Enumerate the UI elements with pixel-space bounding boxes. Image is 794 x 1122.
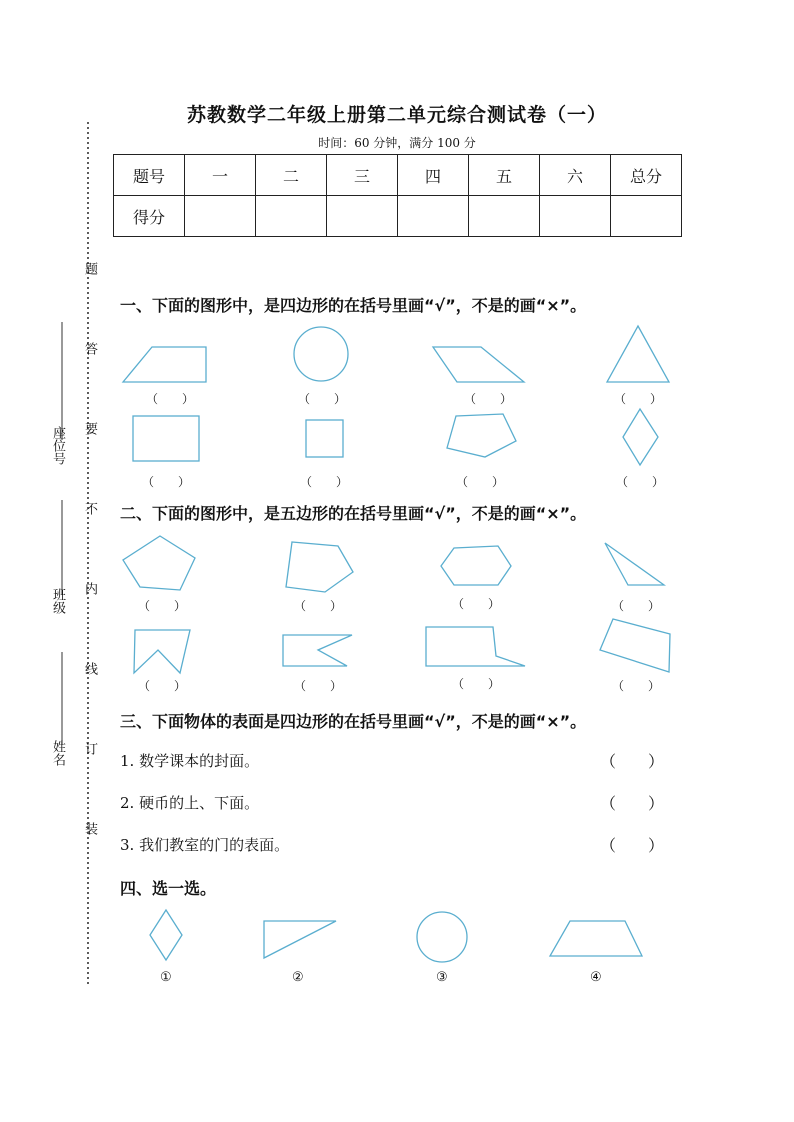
q4-circle-shape	[417, 912, 467, 962]
q4-option-label-3: ③	[436, 970, 448, 985]
score-header-cell: 四	[398, 155, 469, 196]
question-2-title: 二、下面的图形中，是五边形的在括号里画“√”，不是的画“×”。	[120, 504, 587, 523]
binding-char-8: 装	[82, 822, 97, 835]
q3-item-2: 2. 硬币的上、下面。	[120, 794, 260, 812]
q2-answer-paren[interactable]: （ ）	[612, 679, 661, 693]
q2-answer-paren[interactable]: （ ）	[294, 599, 343, 613]
binding-char-7: 订	[82, 742, 97, 755]
q1-answer-paren[interactable]: （ ）	[614, 392, 663, 406]
score-row-label: 得分	[114, 196, 185, 237]
q1-answer-paren[interactable]: （ ）	[616, 475, 665, 489]
score-header-cell: 六	[540, 155, 611, 196]
name-label: 姓名	[50, 740, 65, 766]
q1-answer-paren[interactable]: （ ）	[300, 475, 349, 489]
score-header-cell: 五	[469, 155, 540, 196]
binding-char-2: 答	[82, 342, 97, 355]
binding-char-3: 要	[82, 422, 97, 435]
question-1-title: 一、下面的图形中，是四边形的在括号里画“√”，不是的画“×”。	[120, 296, 587, 315]
class-label: 班级	[50, 588, 65, 614]
q4-option-label-4: ④	[590, 970, 602, 985]
score-header-cell: 总分	[611, 155, 682, 196]
q2-answer-paren[interactable]: （ ）	[452, 677, 501, 691]
q1-answer-paren[interactable]: （ ）	[456, 475, 505, 489]
q1-answer-paren[interactable]: （ ）	[146, 392, 195, 406]
q3-answer-paren[interactable]: （ ）	[600, 794, 665, 813]
score-header-cell: 一	[185, 155, 256, 196]
q1-answer-paren[interactable]: （ ）	[298, 392, 347, 406]
q2-answer-paren[interactable]: （ ）	[452, 597, 501, 611]
q1-answer-paren[interactable]: （ ）	[142, 475, 191, 489]
q3-answer-paren[interactable]: （ ）	[600, 752, 665, 771]
score-header-cell: 二	[256, 155, 327, 196]
score-header-cell: 三	[327, 155, 398, 196]
q2-answer-paren[interactable]: （ ）	[612, 599, 661, 613]
q3-answer-paren[interactable]: （ ）	[600, 836, 665, 855]
q1-answer-paren[interactable]: （ ）	[464, 392, 513, 406]
binding-char-6: 线	[82, 662, 97, 675]
score-header-cell: 题号	[114, 155, 185, 196]
binding-char-1: 题	[82, 262, 97, 275]
q2-answer-paren[interactable]: （ ）	[138, 599, 187, 613]
question-4-title: 四、选一选。	[120, 879, 217, 898]
page-title: 苏教数学二年级上册第二单元综合测试卷（一）	[186, 104, 607, 126]
q4-rhombus-shape	[150, 910, 182, 960]
q4-option-label-1: ①	[160, 970, 172, 985]
q2-answer-paren[interactable]: （ ）	[138, 679, 187, 693]
q3-item-3: 3. 我们教室的门的表面。	[120, 836, 290, 854]
seat-number-label: 座位号	[50, 426, 65, 465]
q4-triangle-shape	[264, 921, 336, 958]
page-subtitle: 时间：60 分钟，满分 100 分	[318, 136, 476, 150]
q2-answer-paren[interactable]: （ ）	[294, 679, 343, 693]
binding-char-5: 内	[82, 582, 97, 595]
binding-char-4: 不	[82, 502, 97, 515]
question-3-title: 三、下面物体的表面是四边形的在括号里画“√”，不是的画“×”。	[120, 712, 587, 731]
q4-trapezoid-shape	[550, 921, 642, 956]
q4-option-label-2: ②	[292, 970, 304, 985]
q3-item-1: 1. 数学课本的封面。	[120, 752, 260, 770]
